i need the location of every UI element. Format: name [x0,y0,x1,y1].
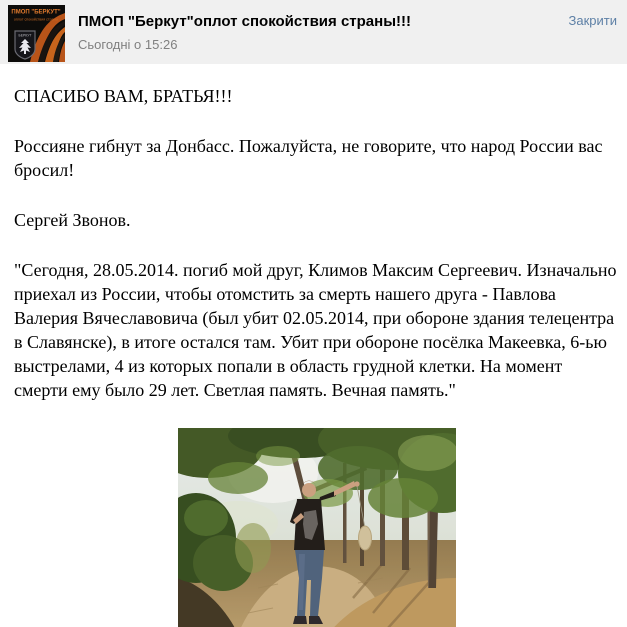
post-paragraph: Сергей Звонов. [14,210,131,230]
community-avatar[interactable] [8,5,65,62]
close-button[interactable]: Закрити [568,13,617,28]
forest-photo-image [178,428,456,627]
avatar-caption-1: ПМОП "БЕРКУТ" [11,9,61,16]
post-paragraph: СПАСИБО ВАМ, БРАТЬЯ!!! [14,86,233,106]
berkut-shield-icon [15,31,35,59]
avatar-caption-2: оплот спокойствия страны [13,17,59,22]
svg-text:БЕРКУТ: БЕРКУТ [18,33,32,38]
post-paragraph: "Сегодня, 28.05.2014. погиб мой друг, Климов Максим Сергеевич. Изначально приехал из России, чтобы отомстить за смерть нашего друга - Павлова Валерия Вячеславовича (был убит 02.05.2014, при обороне здания телецентра в Славянске), в итоге остался там. Убит при обороне посёлка Макеевка, 6-ью выстрелами, 4 из которых попали в область грудной клетки. На момент смерти ему было 29 лет. Светлая память. Вечная память." [14,260,617,400]
post-header [0,0,627,64]
post-photo-attachment[interactable] [178,428,456,627]
berkut-emblem-icon [8,5,65,62]
community-name-link[interactable]: ПМОП "Беркут"оплот спокойствия страны!!! [78,13,411,30]
post-timestamp: Сьогодні о 15:26 [78,37,178,52]
post-body [0,64,627,627]
post-paragraph: Россияне гибнут за Донбасс. Пожалуйста, не говорите, что народ России вас бросил! [14,136,603,180]
